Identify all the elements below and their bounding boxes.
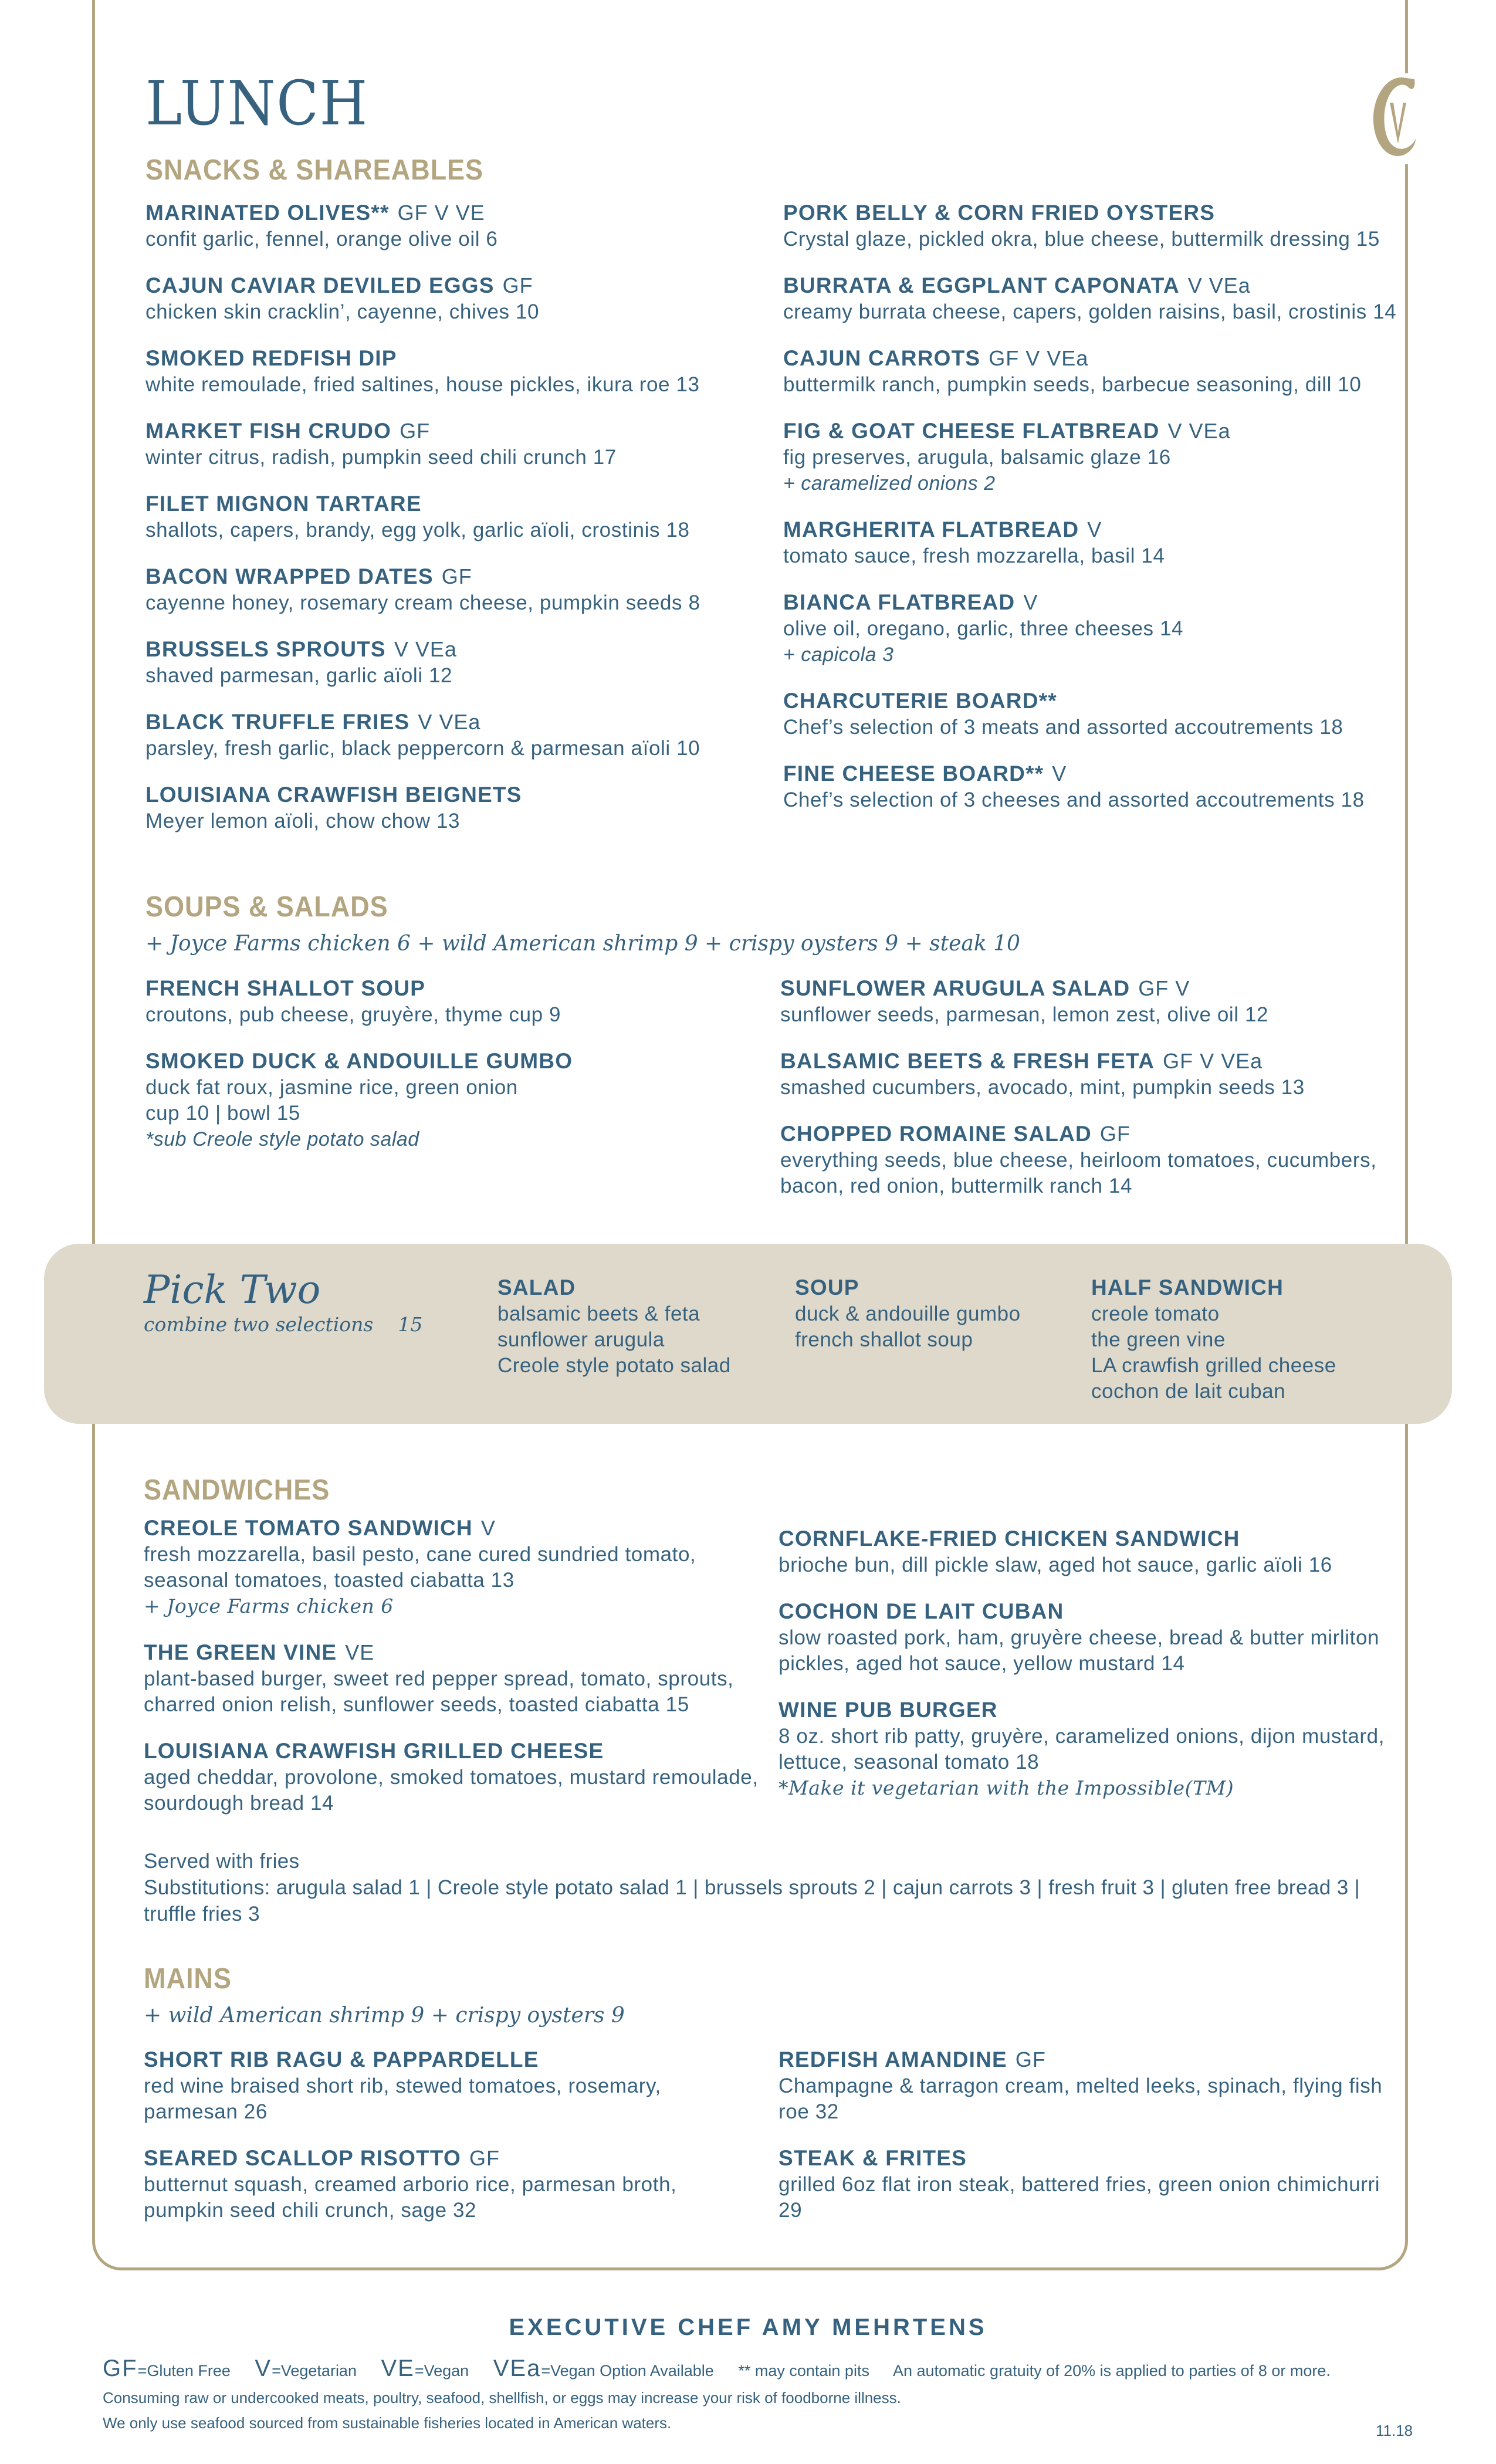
menu-item-name: LOUISIANA CRAWFISH BEIGNETS <box>145 783 522 807</box>
menu-item-name: FIG & GOAT CHEESE FLATBREAD V VEa <box>783 419 1231 443</box>
pick-two-option: the green vine <box>1091 1328 1226 1351</box>
menu-item-description: creamy burrata cheese, capers, golden raisins, basil, crostinis 14 <box>783 300 1397 323</box>
dietary-tags: V VEa <box>394 637 457 661</box>
menu-item <box>783 345 1399 398</box>
menu-item-name: CREOLE TOMATO SANDWICH V <box>144 1516 496 1540</box>
menu-item-description: butternut squash, creamed arborio rice, parmesan broth, pumpkin seed chili crunch, sage 32 <box>144 2173 677 2222</box>
menu-item <box>783 688 1399 740</box>
pick-two-option: cochon de lait cuban <box>1091 1380 1286 1403</box>
soups-right-column <box>780 975 1396 1219</box>
section-title-sandwiches: SANDWICHES <box>144 1474 330 1506</box>
foodborne-warning: Consuming raw or undercooked meats, poultry, seafood, shellfish, or eggs may increase your risk of foodborne illness. <box>103 2389 901 2407</box>
dietary-tags: V <box>1023 590 1038 614</box>
executive-chef: EXECUTIVE CHEF AMY MEHRTENS <box>509 2314 987 2340</box>
menu-item-description: Chef’s selection of 3 cheeses and assorted accoutrements 18 <box>783 788 1365 811</box>
menu-item-name: LOUISIANA CRAWFISH GRILLED CHEESE <box>144 1739 604 1763</box>
menu-item-name: SUNFLOWER ARUGULA SALAD GF V <box>780 976 1190 1000</box>
menu-item-description: cayenne honey, rosemary cream cheese, pumpkin seeds 8 <box>145 591 700 614</box>
dietary-tags: V <box>1052 761 1067 786</box>
section-title-mains: MAINS <box>144 1963 232 1995</box>
menu-item-name: FINE CHEESE BOARD** V <box>783 761 1067 786</box>
menu-item-name: BALSAMIC BEETS & FRESH FETA GF V VEa <box>780 1049 1263 1073</box>
menu-item-description: everything seeds, blue cheese, heirloom tomatoes, cucumbers, bacon, red onion, buttermilk ranch 14 <box>780 1149 1377 1197</box>
menu-item <box>144 1738 760 1816</box>
menu-item <box>783 199 1399 252</box>
menu-item <box>779 1598 1395 1677</box>
menu-item-name: STEAK & FRITES <box>779 2146 967 2170</box>
dietary-tags: V VEa <box>418 710 481 734</box>
menu-item <box>783 760 1399 813</box>
menu-item-description: parsley, fresh garlic, black peppercorn & parmesan aïoli 10 <box>145 737 700 760</box>
menu-item-description: smashed cucumbers, avocado, mint, pumpkin seeds 13 <box>780 1076 1305 1099</box>
dietary-tags: GF <box>1099 1122 1131 1146</box>
menu-item-name: SEARED SCALLOP RISOTTO GF <box>144 2146 500 2170</box>
sandwiches-right-column <box>779 1525 1395 1821</box>
menu-item-description: chicken skin cracklin’, cayenne, chives 10 <box>145 300 540 323</box>
dietary-tags: VE <box>345 1640 375 1664</box>
menu-item-description: confit garlic, fennel, orange olive oil 6 <box>145 228 498 251</box>
served-with-fries: Served with fries <box>144 1850 300 1873</box>
mains-addons: + wild American shrimp 9 + crispy oysters 9 <box>144 2003 625 2028</box>
dietary-tags: GF V <box>1138 976 1190 1000</box>
menu-item-note: + caramelized onions 2 <box>783 472 996 495</box>
menu-item-name: SMOKED DUCK & ANDOUILLE GUMBO <box>145 1049 573 1073</box>
menu-item-note: + capicola 3 <box>783 644 894 666</box>
dietary-tags: V VEa <box>1167 419 1231 443</box>
menu-item <box>779 1697 1395 1801</box>
pick-two-salad-column <box>497 1274 731 1379</box>
menu-item <box>780 1121 1396 1199</box>
menu-item <box>779 1525 1395 1578</box>
sandwiches-left-column <box>144 1515 760 1836</box>
menu-item-name: COCHON DE LAIT CUBAN <box>779 1599 1064 1623</box>
menu-item <box>780 975 1396 1028</box>
dietary-tags: GF <box>469 2146 500 2170</box>
menu-item-description: Meyer lemon aïoli, chow chow 13 <box>145 810 461 832</box>
menu-item-description: croutons, pub cheese, gruyère, thyme cup 9 <box>145 1003 561 1026</box>
menu-item <box>783 418 1399 496</box>
menu-item-description: brioche bun, dill pickle slaw, aged hot sauce, garlic aïoli 16 <box>779 1553 1332 1576</box>
menu-item <box>144 2046 760 2125</box>
cv-monogram-icon <box>1370 73 1417 164</box>
dietary-tags: V VEa <box>1187 273 1251 297</box>
menu-item-name: MARKET FISH CRUDO GF <box>145 419 431 443</box>
menu-item-description: Chef’s selection of 3 meats and assorted accoutrements 18 <box>783 716 1343 739</box>
legend-v: V=Vegetarian <box>255 2355 357 2381</box>
menu-item-description: grilled 6oz flat iron steak, battered fries, green onion chimichurri 29 <box>779 2173 1380 2222</box>
section-title-snacks: SNACKS & SHAREABLES <box>145 154 484 186</box>
dietary-tags: V <box>480 1516 496 1540</box>
menu-item <box>145 490 761 543</box>
menu-item-name: BRUSSELS SPROUTS V VEa <box>145 637 457 661</box>
pick-two-heading: SALAD <box>497 1275 576 1299</box>
menu-item <box>780 1048 1396 1101</box>
menu-item-description: plant-based burger, sweet red pepper spread, tomato, sprouts, charred onion relish, sunflower seeds, toasted ciabatta 15 <box>144 1667 734 1716</box>
pick-two-sandwich-column <box>1091 1274 1336 1404</box>
menu-item-name: FRENCH SHALLOT SOUP <box>145 976 426 1000</box>
menu-item-name: WINE PUB BURGER <box>779 1698 998 1722</box>
menu-item-description: Champagne & tarragon cream, melted leeks, spinach, flying fish roe 32 <box>779 2074 1383 2123</box>
section-title-soups: SOUPS & SALADS <box>145 891 388 923</box>
menu-item-description: shallots, capers, brandy, egg yolk, garlic aïoli, crostinis 18 <box>145 519 690 541</box>
menu-item-name: BACON WRAPPED DATES GF <box>145 564 472 588</box>
snacks-left-column <box>145 199 761 854</box>
legend-ve: VE=Vegan <box>381 2355 469 2381</box>
menu-item <box>779 2046 1395 2125</box>
menu-item <box>145 345 761 398</box>
menu-item-name: CHARCUTERIE BOARD** <box>783 689 1057 713</box>
menu-item <box>145 975 761 1028</box>
menu-item <box>783 516 1399 569</box>
menu-item <box>783 589 1399 668</box>
pick-two-option: creole tomato <box>1091 1302 1220 1325</box>
menu-item <box>779 2145 1395 2223</box>
pick-two-option: balsamic beets & feta <box>497 1302 700 1325</box>
menu-item-name: THE GREEN VINE VE <box>144 1640 375 1664</box>
pick-two-title: Pick Two <box>144 1267 321 1312</box>
legend-vea: VEa=Vegan Option Available <box>493 2355 714 2381</box>
menu-item-name: SHORT RIB RAGU & PAPPARDELLE <box>144 2047 539 2072</box>
menu-item-name: MARGHERITA FLATBREAD V <box>783 517 1102 541</box>
pick-two-option: sunflower arugula <box>497 1328 665 1351</box>
pick-two-option: duck & andouille gumbo <box>795 1302 1021 1325</box>
dietary-tags: GF <box>400 419 431 443</box>
menu-item <box>145 563 761 616</box>
menu-item-name: REDFISH AMANDINE GF <box>779 2047 1046 2072</box>
menu-item-description: sunflower seeds, parmesan, lemon zest, olive oil 12 <box>780 1003 1269 1026</box>
menu-item-description: aged cheddar, provolone, smoked tomatoes, mustard remoulade, sourdough bread 14 <box>144 1766 759 1815</box>
dietary-tags: GF <box>502 273 533 297</box>
dietary-legend <box>103 2355 1331 2382</box>
pick-two-option: french shallot soup <box>795 1328 973 1351</box>
menu-item-name: CAJUN CARROTS GF V VEa <box>783 346 1089 370</box>
menu-item-name: CHOPPED ROMAINE SALAD GF <box>780 1122 1131 1146</box>
dietary-tags: GF <box>441 564 472 588</box>
snacks-right-column <box>783 199 1399 833</box>
menu-item <box>144 2145 760 2223</box>
soups-left-column <box>145 975 761 1172</box>
menu-version: 11.18 <box>1376 2422 1413 2439</box>
menu-item-name: SMOKED REDFISH DIP <box>145 346 397 370</box>
menu-item-description: fresh mozzarella, basil pesto, cane cured sundried tomato, seasonal tomatoes, toasted ciabatta 13 <box>144 1543 696 1592</box>
menu-item <box>144 1639 760 1718</box>
pick-two-soup-column <box>795 1274 1021 1353</box>
menu-item <box>145 1048 761 1152</box>
dietary-tags: GF V VEa <box>1163 1049 1263 1073</box>
menu-item-name: FILET MIGNON TARTARE <box>145 492 422 516</box>
pick-two-option: Creole style potato salad <box>497 1354 731 1377</box>
menu-item-description: Crystal glaze, pickled okra, blue cheese, buttermilk dressing 15 <box>783 228 1380 251</box>
menu-item-description: duck fat roux, jasmine rice, green onion <box>145 1076 518 1099</box>
dietary-tags: GF <box>1015 2047 1046 2072</box>
menu-item-note: + Joyce Farms chicken 6 <box>144 1595 394 1617</box>
pick-two-heading: SOUP <box>795 1275 859 1299</box>
menu-item-description: red wine braised short rib, stewed tomatoes, rosemary, parmesan 26 <box>144 2074 661 2123</box>
substitutions: Substitutions: arugula salad 1 | Creole style potato salad 1 | brussels sprouts 2 | cajun carrots 3 | fresh fruit 3 | gluten free bread 3 | truffle fries 3 <box>144 1876 1360 1925</box>
menu-item-description: white remoulade, fried saltines, house pickles, ikura roe 13 <box>145 373 700 396</box>
seafood-note: We only use seafood sourced from sustainable fisheries located in American waters. <box>103 2414 672 2432</box>
dietary-tags: GF V VE <box>397 201 485 225</box>
pits-note: ** may contain pits <box>738 2362 869 2380</box>
menu-item <box>144 1515 760 1619</box>
menu-item-name: BLACK TRUFFLE FRIES V VEa <box>145 710 481 734</box>
menu-item <box>145 199 761 252</box>
gratuity-note: An automatic gratuity of 20% is applied to parties of 8 or more. <box>892 2362 1331 2380</box>
menu-item <box>783 272 1399 325</box>
menu-item-name: PORK BELLY & CORN FRIED OYSTERS <box>783 201 1216 225</box>
menu-item-description: slow roasted pork, ham, gruyère cheese, bread & butter mirliton pickles, aged hot sauce, yellow mustard 14 <box>779 1626 1380 1675</box>
menu-item-name: BIANCA FLATBREAD V <box>783 590 1038 614</box>
menu-item-description: buttermilk ranch, pumpkin seeds, barbecue seasoning, dill 10 <box>783 373 1362 396</box>
menu-item <box>145 781 761 834</box>
menu-item-name: CORNFLAKE-FRIED CHICKEN SANDWICH <box>779 1527 1240 1551</box>
menu-item <box>145 418 761 471</box>
menu-item-description: winter citrus, radish, pumpkin seed chili crunch 17 <box>145 446 617 469</box>
menu-item-note: *sub Creole style potato salad <box>145 1128 419 1150</box>
pick-two-option: LA crawfish grilled cheese <box>1091 1354 1336 1377</box>
menu-item <box>145 709 761 761</box>
menu-item-description: shaved parmesan, garlic aïoli 12 <box>145 664 453 687</box>
served-with-note <box>144 1848 1376 1927</box>
pick-two-subtitle: combine two selections 15 <box>144 1313 423 1336</box>
pick-two-heading: HALF SANDWICH <box>1091 1275 1284 1299</box>
soups-addons: + Joyce Farms chicken 6 + wild American shrimp 9 + crispy oysters 9 + steak 10 <box>145 932 1020 956</box>
legend-gf: GF=Gluten Free <box>103 2355 231 2381</box>
menu-item-price: cup 10 | bowl 15 <box>145 1102 300 1125</box>
menu-item <box>145 272 761 325</box>
menu-item-description: 8 oz. short rib patty, gruyère, caramelized onions, dijon mustard, lettuce, seasonal tomato 18 <box>779 1725 1385 1773</box>
menu-item-name: BURRATA & EGGPLANT CAPONATA V VEa <box>783 273 1251 297</box>
menu-item-description: tomato sauce, fresh mozzarella, basil 14 <box>783 544 1165 567</box>
menu-item-note: *Make it vegetarian with the Impossible(TM) <box>779 1776 1234 1799</box>
menu-item <box>145 636 761 689</box>
menu-item-description: fig preserves, arugula, balsamic glaze 16 <box>783 446 1171 469</box>
menu-item-name: CAJUN CAVIAR DEVILED EGGS GF <box>145 273 533 297</box>
dietary-tags: V <box>1087 517 1102 541</box>
dietary-tags: GF V VEa <box>989 346 1089 370</box>
menu-item-name: MARINATED OLIVES** GF V VE <box>145 201 485 225</box>
mains-right-column <box>779 2046 1395 2243</box>
mains-left-column <box>144 2046 760 2243</box>
menu-item-description: olive oil, oregano, garlic, three cheeses 14 <box>783 617 1184 640</box>
page-title: LUNCH <box>145 67 369 139</box>
